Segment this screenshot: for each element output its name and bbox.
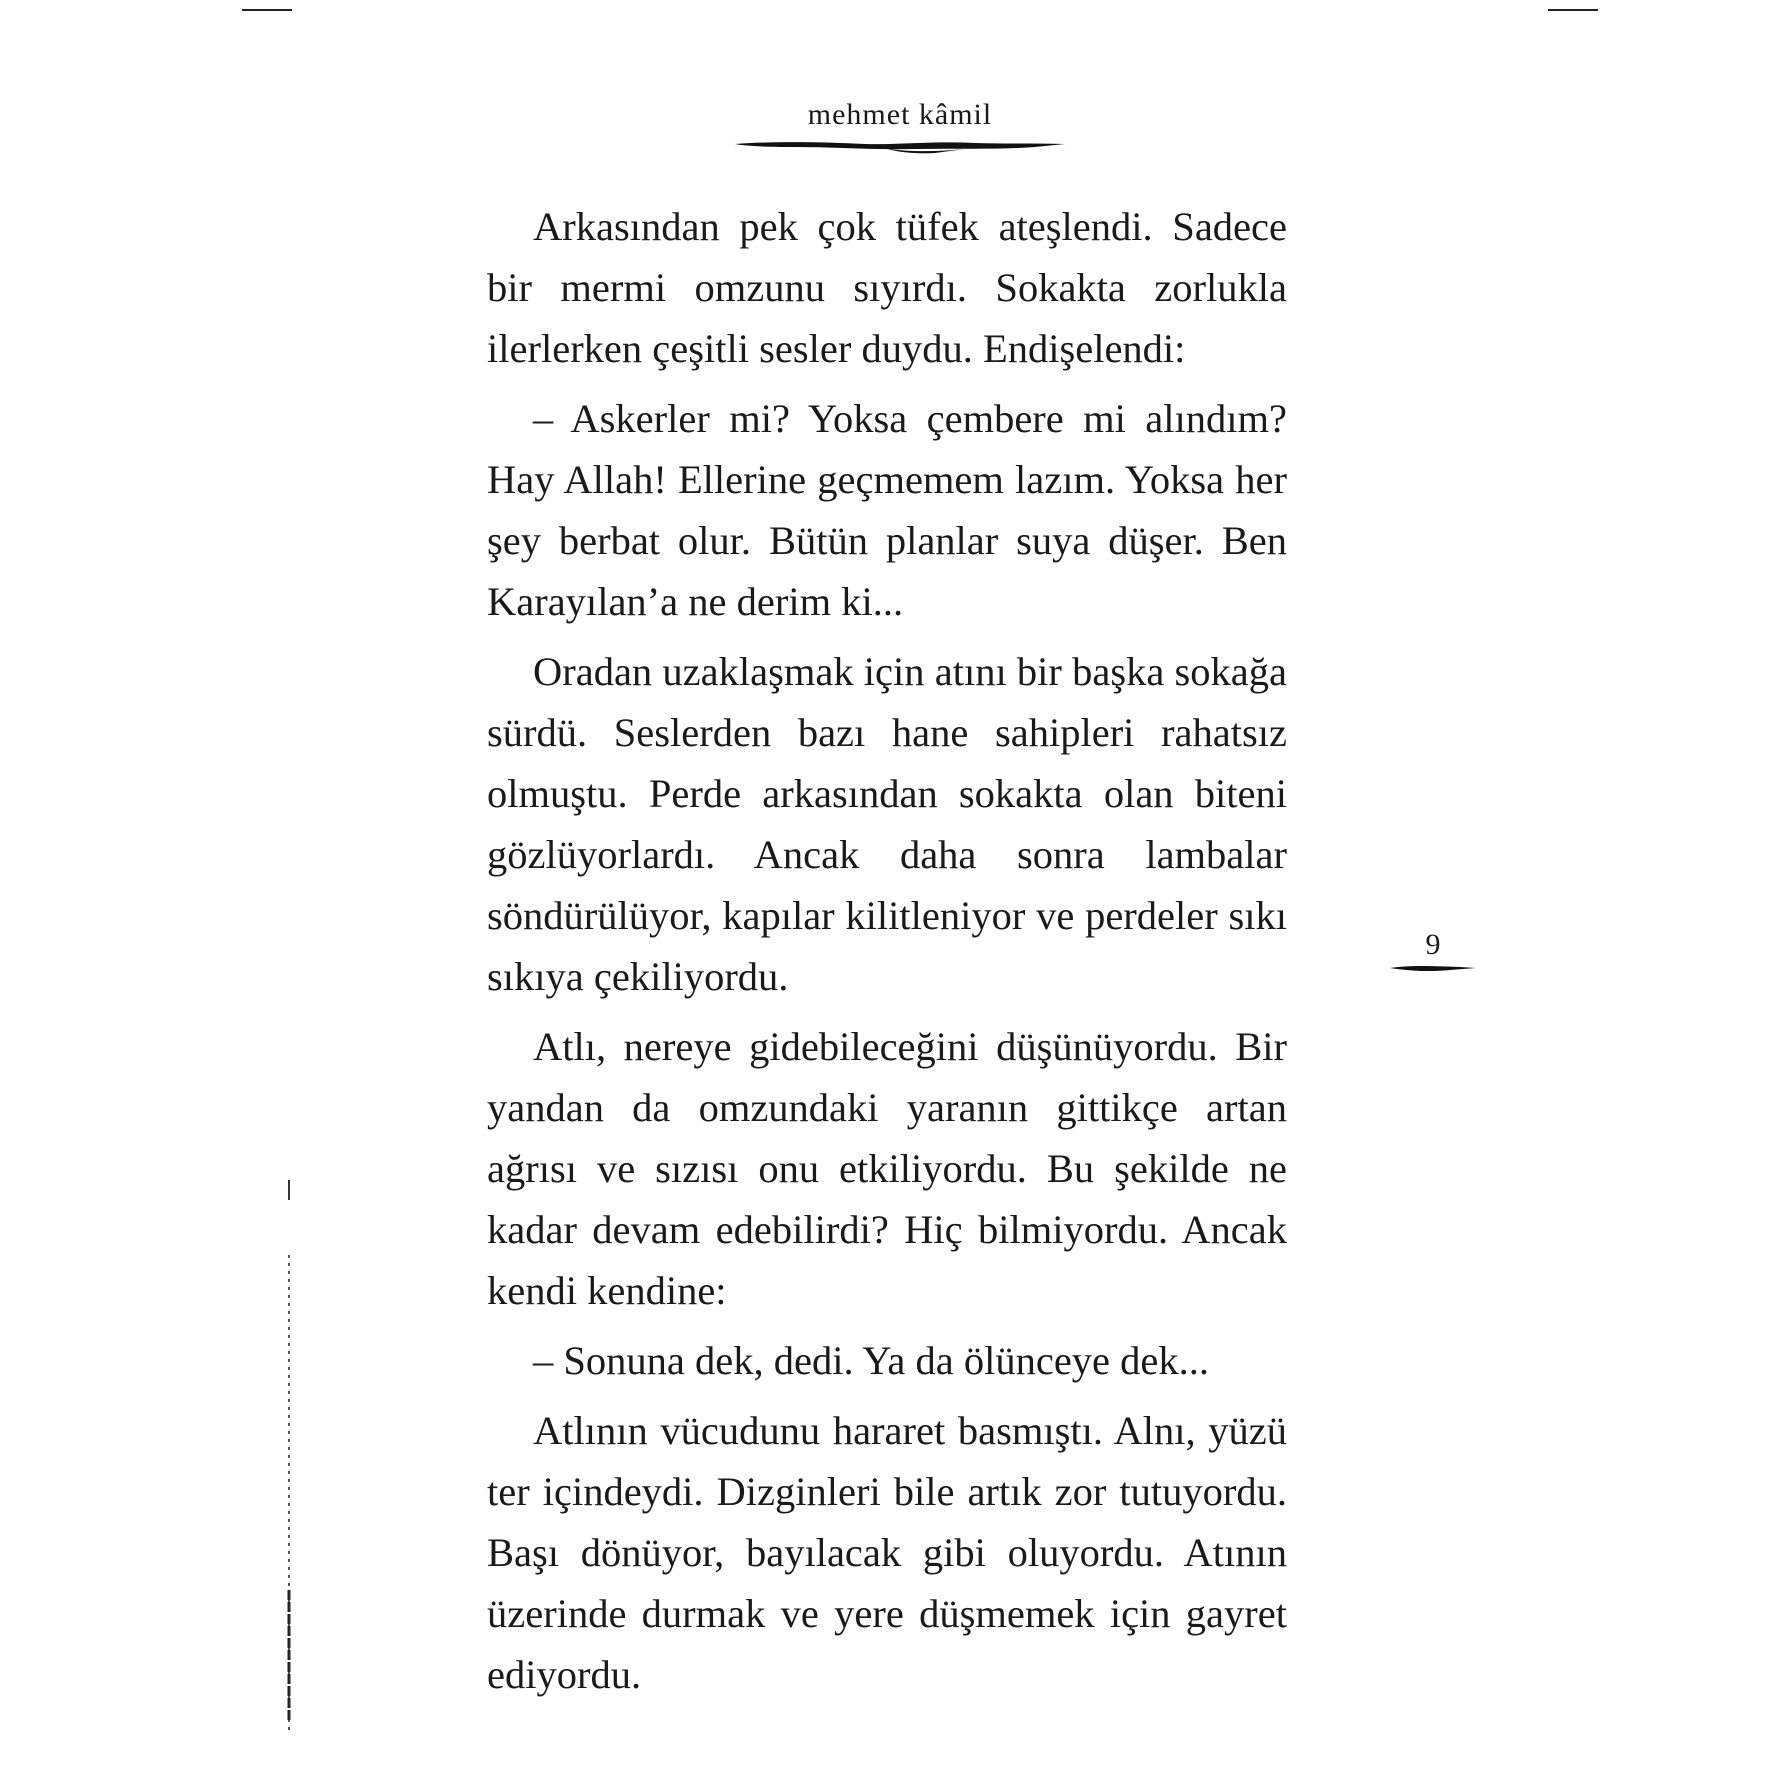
binding-edge-marks [284, 1160, 294, 1730]
paragraph: Atlının vücudunu hararet basmıştı. Alnı, yüzü ter içindeydi. Dizginleri bile artık zor tutuyordu. Başı dönüyor, bayılacak gibi oluyordu. Atının üzerinde durmak ve yere düşmemek için gayret ediyordu. [487, 1408, 1287, 1697]
author-name: mehmet kâmil [807, 98, 993, 131]
page-number [1388, 930, 1478, 974]
paragraph: Oradan uzaklaşmak için atını bir başka sokağa sürdü. Seslerden bazı hane sahipleri rahatsız olmuştu. Perde arkasından sokakta olan biteni gözlüyorlardı. Ancak daha sonra lambalar söndürülüyor, kapılar kilitleniyor ve perdeler sıkı sıkıya çekiliyordu. [487, 649, 1287, 999]
page-number-brush-ornament [1390, 962, 1476, 974]
paragraph: – Sonuna dek, dedi. Ya da ölünceye dek... [533, 1338, 1210, 1383]
paragraph: – Askerler mi? Yoksa çembere mi alındım? Hay Allah! Ellerine geçmemem lazım. Yoksa her şey berbat olur. Bütün planlar suya düşer. Ben Karayılan’a ne derim ki... [487, 396, 1287, 624]
body-text [487, 196, 1287, 1714]
paragraph: Arkasından pek çok tüfek ateşlendi. Sadece bir mermi omzunu sıyırdı. Sokakta zorlukla ilerlerken çeşitli sesler duydu. Endişelendi: [487, 204, 1287, 371]
crop-mark-left [242, 9, 292, 11]
brush-stroke-ornament [735, 138, 1065, 154]
paragraph: Atlı, nereye gidebileceğini düşünüyordu. Bir yandan da omzundaki yaranın gittikçe artan ağrısı ve sızısı onu etkiliyordu. Bu şekilde ne kadar devam edebilirdi? Hiç bilmiyordu. Ancak kendi kendine: [487, 1024, 1287, 1313]
running-header [700, 100, 1100, 154]
crop-mark-right [1548, 9, 1598, 11]
page-number-text: 9 [1425, 928, 1441, 961]
